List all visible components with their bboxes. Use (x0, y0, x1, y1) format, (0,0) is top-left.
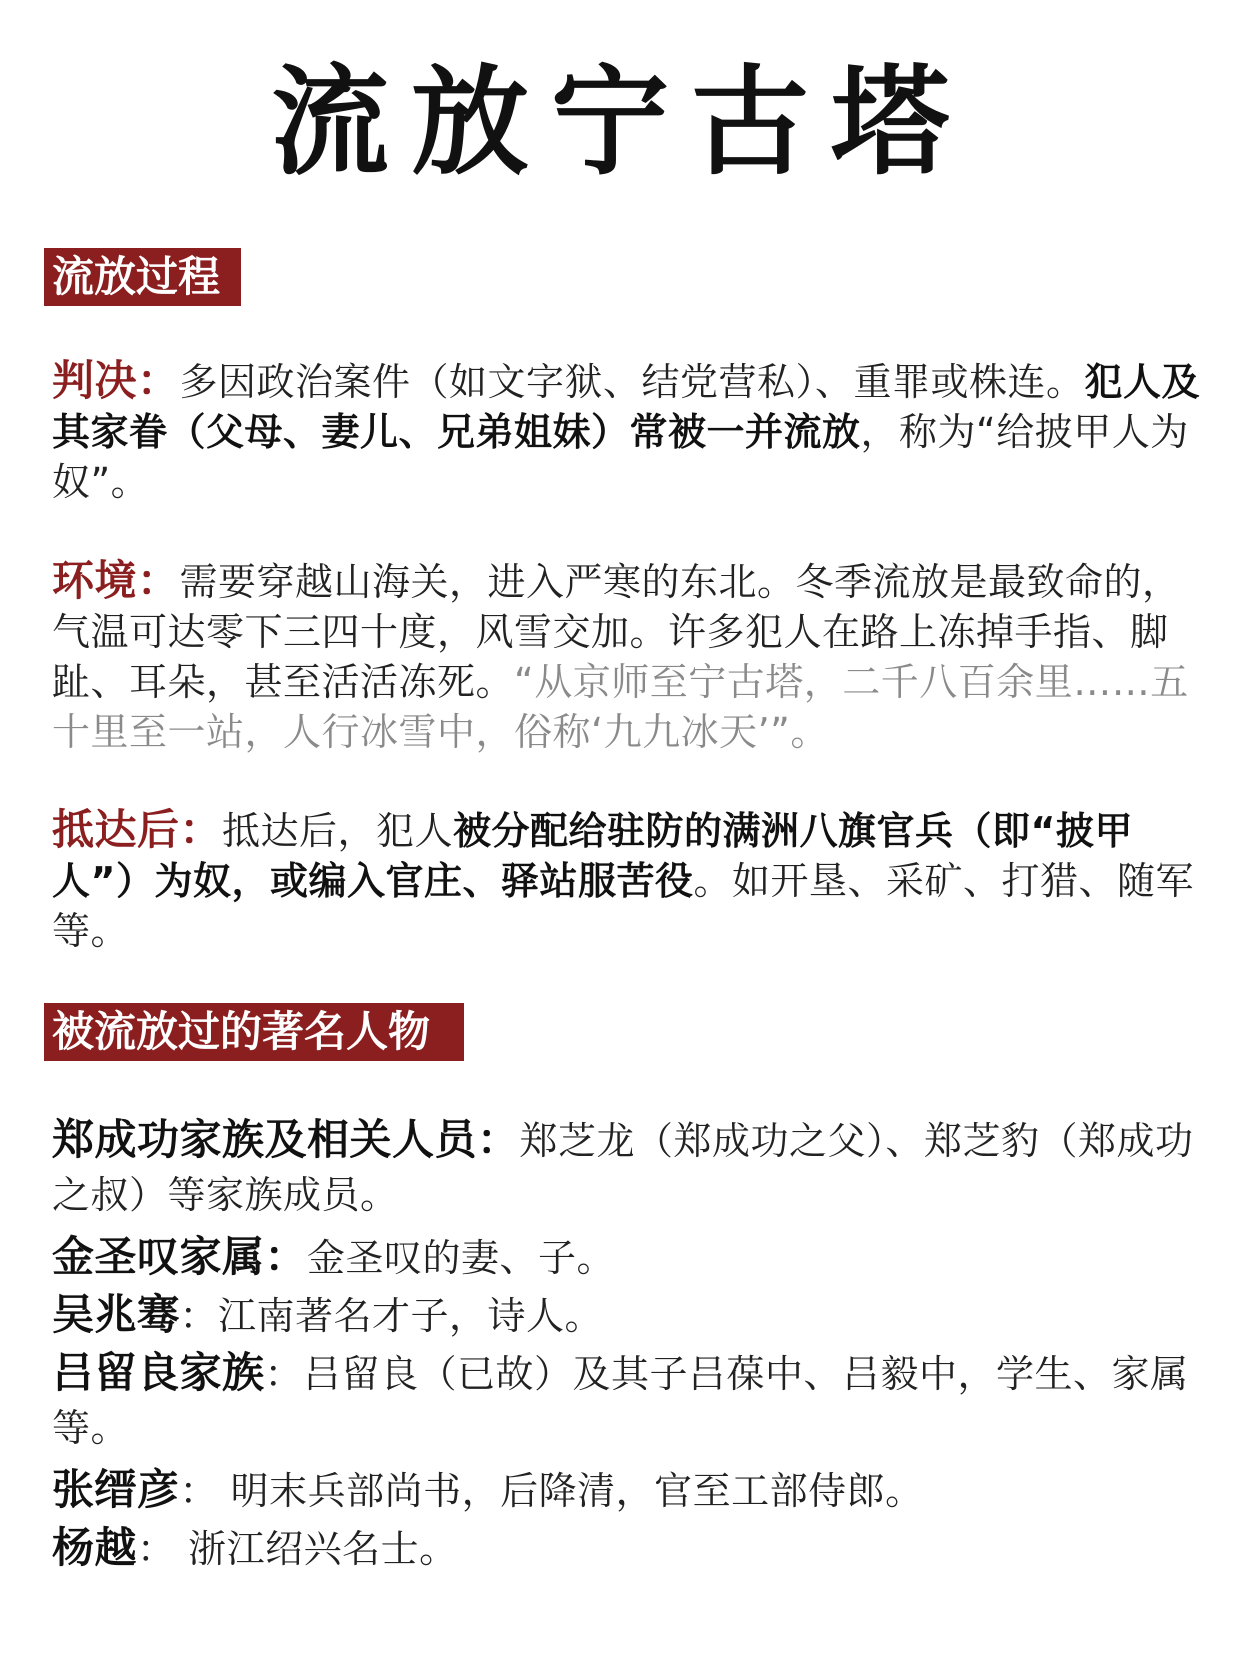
person-name: 金圣叹家属： (52, 1232, 308, 1281)
person-name: 吴兆骞 (52, 1290, 180, 1339)
person-desc: 郑芝龙（郑成功之父）、郑芝豹（郑成功之叔）等家族成员。 (52, 1119, 1194, 1217)
paragraph-arrival (52, 805, 1202, 956)
person-desc: ： 明末兵部尚书，后降清，官至工部侍郎。 (179, 1469, 924, 1513)
arrival-text: 抵达后，犯人 (222, 809, 454, 853)
person-entry-yang-yue (52, 1521, 1202, 1576)
paragraph-judgement (52, 356, 1202, 507)
person-entry-zheng-family (52, 1113, 1202, 1222)
person-name: 杨越 (52, 1523, 138, 1572)
arrival-bold-text: 被分配给驻防的满洲八旗官兵（即“披甲人”）为奴，或编入官庄、驿站服苦役 (52, 809, 1134, 903)
person-entry-jin-family (52, 1230, 1202, 1285)
environment-heading: 环境： (52, 556, 180, 605)
environment-text: 需要穿越山海关，进入严寒的东北。冬季流放是最致命的，气温可达零下三四十度，风雪交加。许多犯人在路上冻掉手指、脚趾、耳朵，甚至活活冻死。 (52, 560, 1181, 704)
person-entry-zhang-jinyan (52, 1463, 1202, 1518)
judgement-heading: 判决： (52, 356, 180, 405)
environment-quote: “从京师至宁古塔，二千八百余里……五十里至一站，人行冰雪中，俗称‘九九冰天’”。 (52, 660, 1189, 754)
person-desc: ：吕留良（已故）及其子吕葆中、吕毅中，学生、家属等。 (52, 1352, 1189, 1450)
arrival-heading: 抵达后： (52, 805, 223, 854)
section-tag-exile-process: 流放过程 (44, 248, 241, 306)
person-name: 张缙彦 (52, 1465, 180, 1514)
person-name: 郑成功家族及相关人员： (52, 1115, 520, 1164)
judgement-bold-text: 犯人及其家眷（父母、妻儿、兄弟姐妹）常被一并流放 (52, 360, 1201, 454)
person-entry-lv-family (52, 1346, 1202, 1455)
section-tag-famous-exiles: 被流放过的著名人物 (44, 1003, 464, 1061)
judgement-text-end: ，称为“给披甲人为奴”。 (52, 410, 1189, 504)
person-entry-wu-zhaoqian (52, 1288, 1202, 1343)
person-desc: ：江南著名才子，诗人。 (179, 1294, 604, 1338)
arrival-text-end: 。如开垦、采矿、打猎、随军等。 (52, 859, 1194, 953)
paragraph-environment (52, 556, 1202, 757)
person-name: 吕留良家族 (52, 1348, 265, 1397)
person-desc: 金圣叹的妻、子。 (307, 1236, 616, 1280)
judgement-text: 多因政治案件（如文字狱、结党营私）、重罪或株连。 (179, 360, 1085, 404)
person-desc: ： 浙江绍兴名士。 (137, 1527, 458, 1571)
page-title: 流放宁古塔 (270, 53, 971, 191)
